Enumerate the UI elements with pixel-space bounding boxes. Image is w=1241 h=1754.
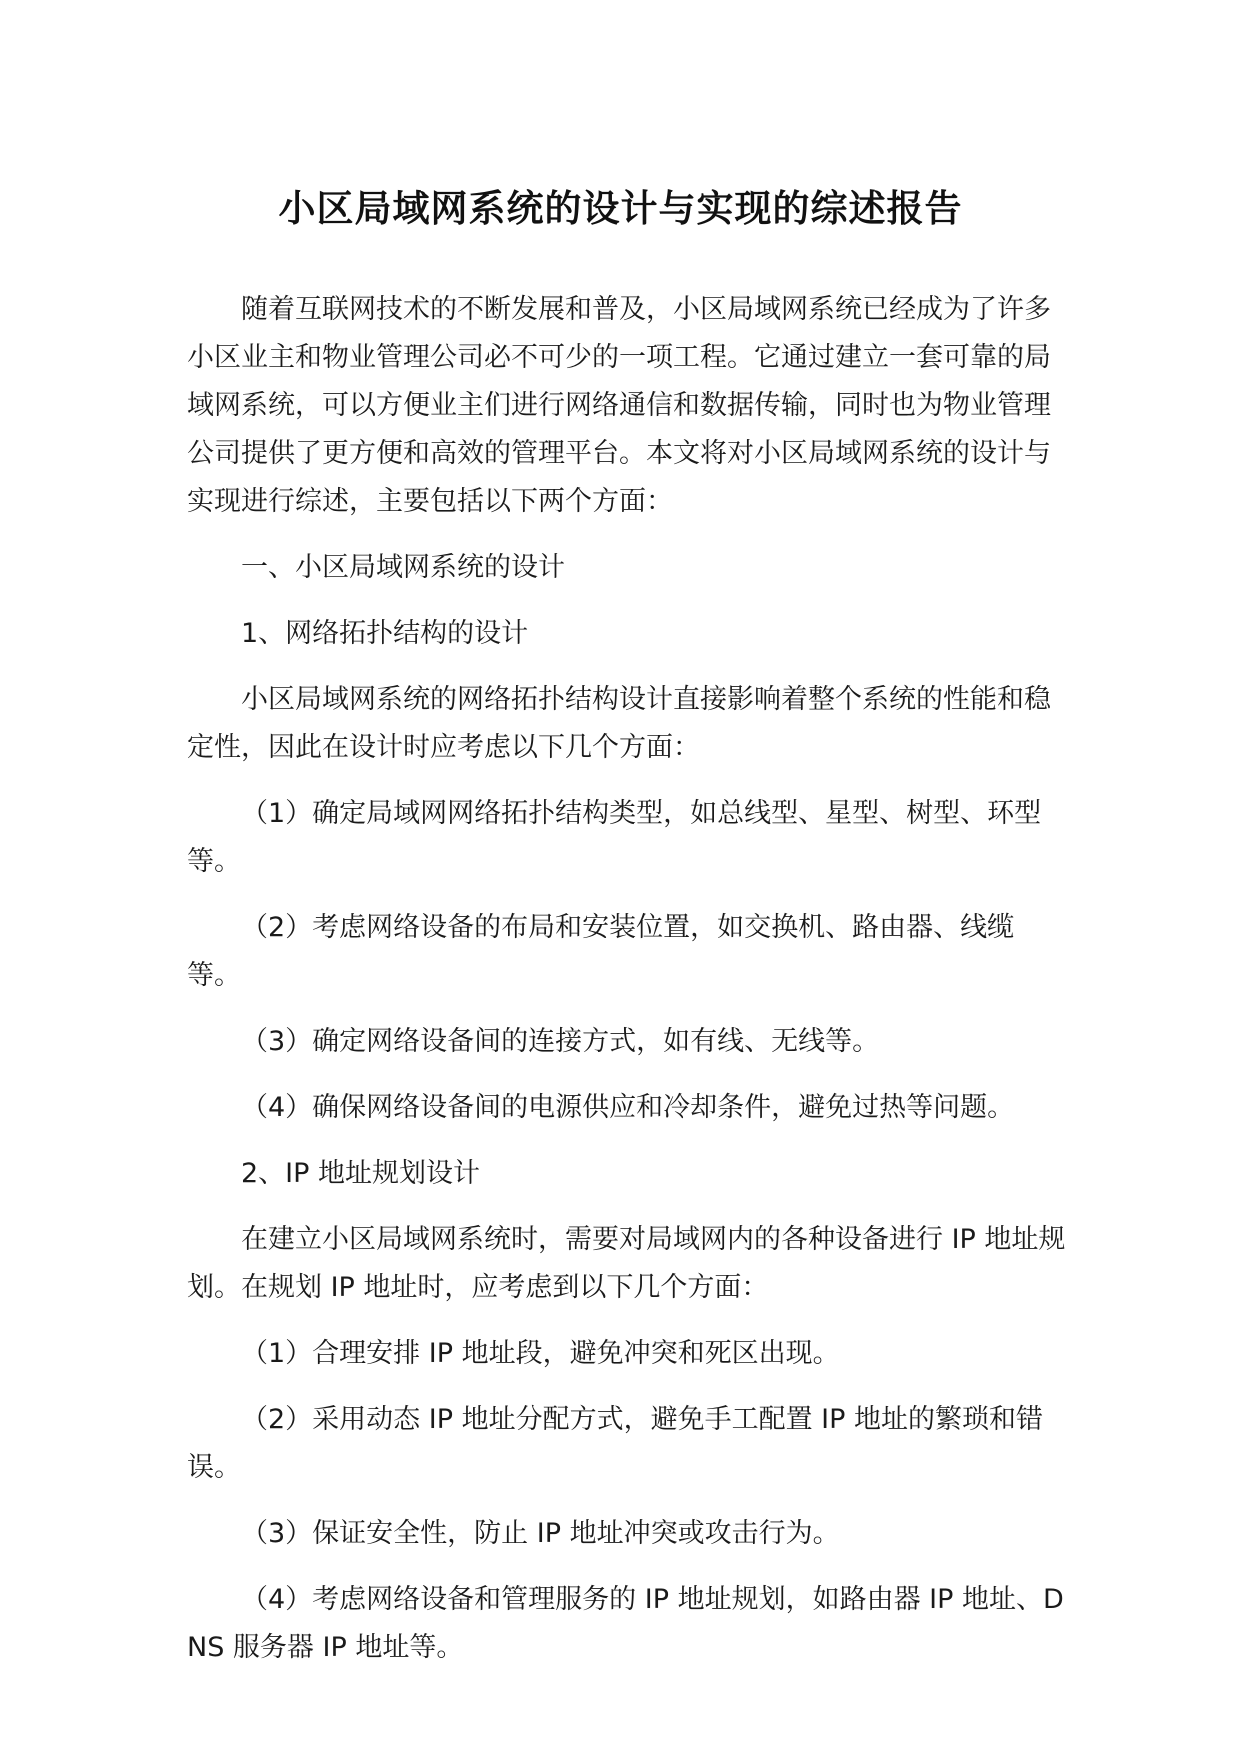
ip-item-2: （2）采用动态 IP 地址分配方式，避免手工配置 IP 地址的繁琐和错误。 [187, 1404, 1043, 1483]
topology-item-4: （4）确保网络设备间的电源供应和冷却条件，避免过热等问题。 [241, 1092, 1015, 1123]
ip-item-1: （1）合理安排 IP 地址段，避免冲突和死区出现。 [241, 1338, 840, 1369]
topology-item-3: （3）确定网络设备间的连接方式，如有线、无线等。 [241, 1026, 880, 1057]
subsection-heading-ip: 2、IP 地址规划设计 [241, 1158, 481, 1189]
section-heading-design: 一、小区局域网系统的设计 [241, 552, 565, 583]
document-body [187, 286, 1067, 1690]
topology-item-1: （1）确定局域网网络拓扑结构类型，如总线型、星型、树型、环型等。 [187, 798, 1042, 877]
ip-paragraph: 在建立小区局域网系统时，需要对局域网内的各种设备进行 IP 地址规划。在规划 IP 地址时，应考虑到以下几个方面： [187, 1224, 1066, 1303]
ip-item-3: （3）保证安全性，防止 IP 地址冲突或攻击行为。 [241, 1518, 840, 1549]
topology-item-2: （2）考虑网络设备的布局和安装位置，如交换机、路由器、线缆等。 [187, 912, 1015, 991]
intro-paragraph: 随着互联网技术的不断发展和普及，小区局域网系统已经成为了许多小区业主和物业管理公司必不可少的一项工程。它通过建立一套可靠的局域网系统，可以方便业主们进行网络通信和数据传输，同时也为物业管理公司提供了更方便和高效的管理平台。本文将对小区局域网系统的设计与实现进行综述，主要包括以下两个方面： [187, 294, 1051, 517]
subsection-heading-topology: 1、网络拓扑结构的设计 [241, 618, 529, 649]
ip-item-4: （4）考虑网络设备和管理服务的 IP 地址规划，如路由器 IP 地址、DNS 服务器 IP 地址等。 [187, 1584, 1064, 1663]
document-title: 小区局域网系统的设计与实现的综述报告 [278, 187, 963, 230]
topology-paragraph: 小区局域网系统的网络拓扑结构设计直接影响着整个系统的性能和稳定性，因此在设计时应考虑以下几个方面： [187, 684, 1051, 763]
